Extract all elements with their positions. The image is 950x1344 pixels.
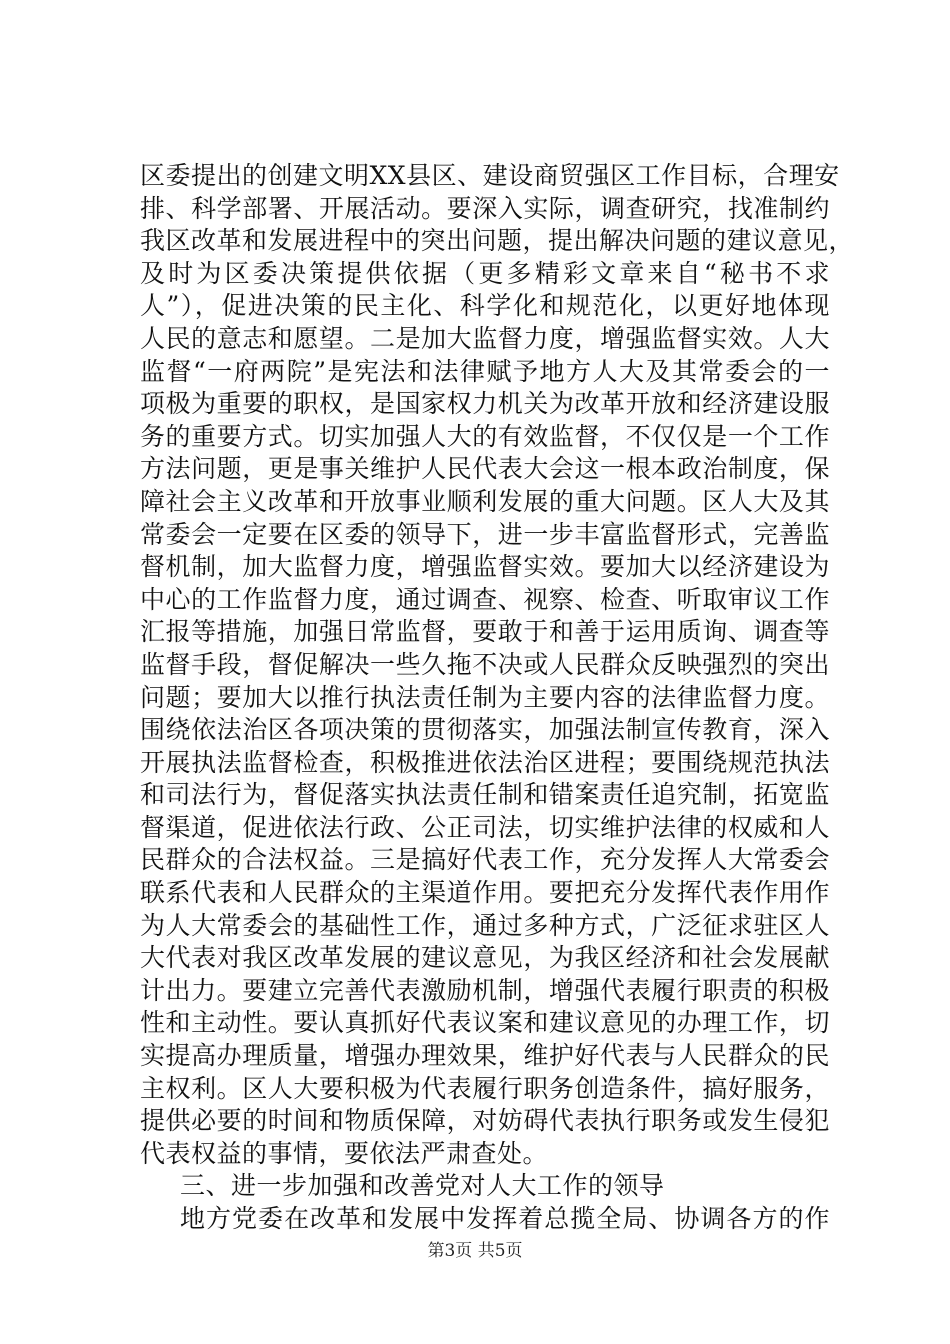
text-line: 监督“一府两院”是宪法和法律赋予地方人大及其常委会的一	[140, 356, 830, 386]
page-footer: 第3页 共5页	[427, 1241, 523, 1261]
paragraph	[140, 160, 855, 1170]
text-line: 为人大常委会的基础性工作，通过多种方式，广泛征求驻区人	[140, 910, 830, 940]
text-line: 实提高办理质量，增强办理效果，维护好代表与人民群众的民	[140, 1041, 830, 1071]
text-line: 性和主动性。要认真抓好代表议案和建议意见的办理工作，切	[140, 1008, 830, 1038]
text-line: 主权利。区人大要积极为代表履行职务创造条件，搞好服务，	[140, 1073, 830, 1103]
paragraph-first-line: 地方党委在改革和发展中发挥着总揽全局、协调各方的作	[180, 1204, 830, 1233]
text-line: 代表权益的事情，要依法严肃查处。	[140, 1138, 549, 1168]
text-line: 排、科学部署、开展活动。要深入实际，调查研究，找准制约	[140, 193, 830, 223]
text-line: 常委会一定要在区委的领导下，进一步丰富监督形式，完善监	[140, 519, 830, 549]
text-line: 问题；要加大以推行执法责任制为主要内容的法律监督力度。	[140, 682, 830, 712]
text-line: 及时为区委决策提供依据（更多精彩文章来自“秘书不求	[140, 258, 830, 288]
text-line: 方法问题，更是事关维护人民代表大会这一根本政治制度，保	[140, 454, 830, 484]
text-line: 障社会主义改革和开放事业顺利发展的重大问题。区人大及其	[140, 486, 830, 516]
text-line: 计出力。要建立完善代表激励机制，增强代表履行职责的积极	[140, 975, 830, 1005]
text-line: 中心的工作监督力度，通过调查、视察、检查、听取审议工作	[140, 584, 830, 614]
text-line: 大代表对我区改革发展的建议意见，为我区经济和社会发展献	[140, 943, 830, 973]
document-body	[140, 160, 855, 1236]
text-line: 提供必要的时间和物质保障，对妨碍代表执行职务或发生侵犯	[140, 1106, 830, 1136]
text-line: 区委提出的创建文明XX县区、建设商贸强区工作目标，合理安	[140, 161, 840, 190]
text-line: 项极为重要的职权，是国家权力机关为改革开放和经济建设服	[140, 389, 830, 419]
text-line: 和司法行为，督促落实执法责任制和错案责任追究制，拓宽监	[140, 780, 830, 810]
text-line: 围绕依法治区各项决策的贯彻落实，加强法制宣传教育，深入	[140, 715, 830, 745]
text-line: 开展执法监督检查，积极推进依法治区进程；要围绕规范执法	[140, 747, 830, 777]
text-line: 我区改革和发展进程中的突出问题，提出解决问题的建议意见，	[140, 226, 855, 256]
text-line: 务的重要方式。切实加强人大的有效监督，不仅仅是一个工作	[140, 421, 830, 451]
text-line: 人民的意志和愿望。二是加大监督力度，增强监督实效。人大	[140, 323, 830, 353]
text-line: 人”），促进决策的民主化、科学化和规范化，以更好地体现	[140, 291, 830, 321]
text-line: 监督手段，督促解决一些久拖不决或人民群众反映强烈的突出	[140, 649, 830, 679]
text-line: 督渠道，促进依法行政、公正司法，切实维护法律的权威和人	[140, 812, 830, 842]
section-heading: 三、进一步加强和改善党对人大工作的领导	[180, 1171, 665, 1201]
text-line: 督机制，加大监督力度，增强监督实效。要加大以经济建设为	[140, 552, 830, 582]
text-line: 联系代表和人民群众的主渠道作用。要把充分发挥代表作用作	[140, 878, 830, 908]
text-line: 民群众的合法权益。三是搞好代表工作，充分发挥人大常委会	[140, 845, 830, 875]
text-line: 汇报等措施，加强日常监督，要敢于和善于运用质询、调查等	[140, 617, 830, 647]
